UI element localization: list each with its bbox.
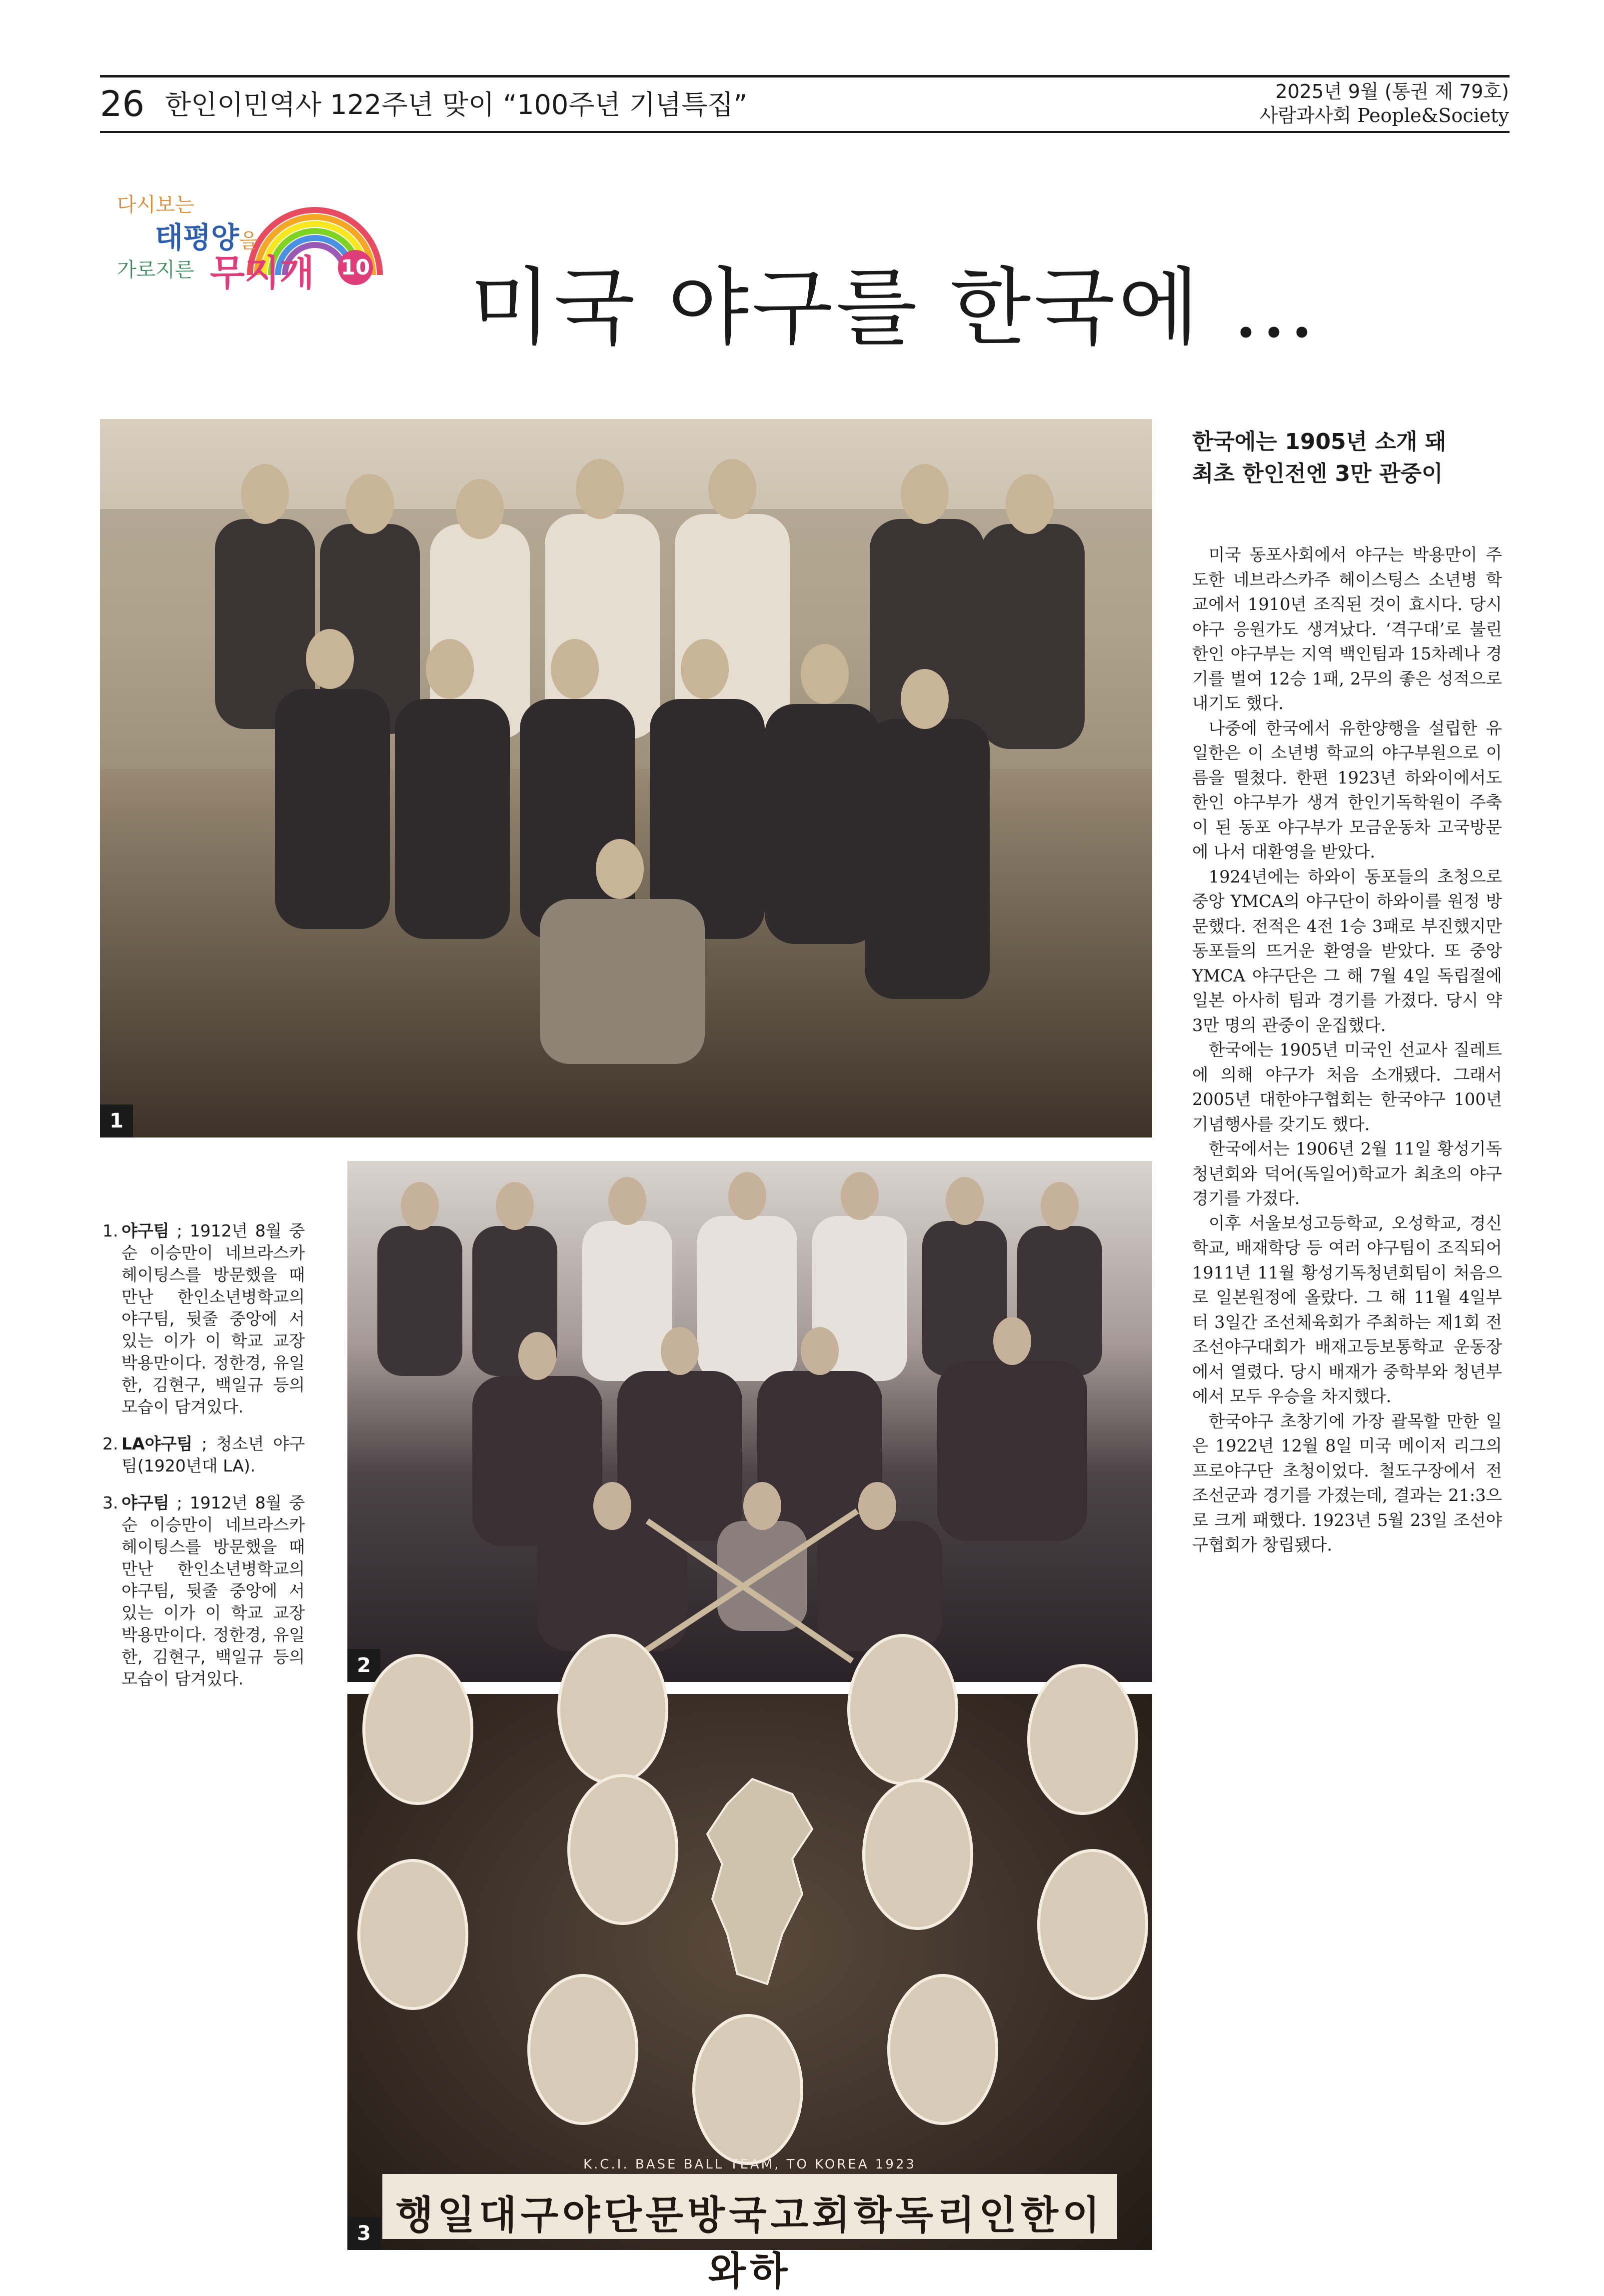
caption-text: ; 1912년 8월 중순 이승만이 네브라스카 헤이팅스를 방문했을 때 만난 한인소년병학교의 야구팀, 뒷줄 중앙에 서 있는 이가 이 학교 교장 박용만이다. 정한경, 유일한, 김현구, 백일규 등의 모습이 담겨있다. <box>121 1493 305 1688</box>
publication-name <box>1260 104 1509 127</box>
caption-body <box>121 1492 305 1690</box>
series-logo <box>110 180 390 315</box>
publication-name-ko: 사람과사회 <box>1259 104 1352 126</box>
player-portrait <box>362 1654 473 1805</box>
logo-rainbow-word: 무지개 <box>210 252 314 294</box>
logo-line1: 다시보는 <box>117 194 194 216</box>
article-paragraph: 한국야구 초창기에 가장 괄목할 만한 일은 1922년 12월 8일 미국 메이저 리그의 프로야구단 초청이었다. 철도구장에서 전조선군과 경기를 가졌는데, 결과는 21:3으로 크게 패했다. 1923년 5월 23일 조선야구협회가 창립됐다. <box>1192 1411 1502 1554</box>
caption-number: 2. <box>102 1434 118 1454</box>
photo-1-baseball-team <box>100 419 1152 1138</box>
caption-text: ; 1912년 8월 중순 이승만이 네브라스카 헤이팅스를 방문했을 때 만난 한인소년병학교의 야구팀, 뒷줄 중앙에 서 있는 이가 이 학교 교장 박용만이다. 정한경, 유일한, 김현구, 백일규 등의 모습이 담겨있다. <box>121 1221 305 1416</box>
photo-1-number: 1 <box>100 1104 133 1138</box>
headline: 미국 야구를 한국에 … <box>470 258 1319 356</box>
collage-banner <box>382 2157 1117 2294</box>
header-top-rule <box>100 75 1510 78</box>
caption-body <box>121 1220 305 1418</box>
photo-2-la-team <box>347 1161 1152 1682</box>
player-portrait <box>847 1634 958 1785</box>
player-portrait <box>357 1859 468 2010</box>
article-subhead <box>1192 426 1502 490</box>
article-paragraph: 미국 동포사회에서 야구는 박용만이 주도한 네브라스카주 헤이스팅스 소년병 학교에서 1910년 조직된 것이 효시다. 당시 야구 응원가도 생겨났다. ‘격구대’로 불린 한인 야구부는 지역 백인팀과 15차례나 경기를 벌여 12승 1패, 2무의 좋은 성적으로 내기도 했다. <box>1192 545 1502 713</box>
banner-korean-text: 행일대구야단문방국고회학독리인한이와하 <box>395 2193 1104 2294</box>
player-portrait <box>887 1974 998 2125</box>
article-paragraph: 나중에 한국에서 유한양행을 설립한 유일한은 이 소년병 학교의 야구부원으로 이름을 떨쳤다. 한편 1923년 하와이에서도 한인 야구부가 생겨 한인기독학원이 주축이 된 동포 야구부가 모금운동차 고국방문에 나서 대환영을 받았다. <box>1192 718 1502 862</box>
photo-3-team-collage <box>347 1694 1152 2294</box>
article-paragraph: 1924년에는 하와이 동포들의 초청으로 중앙 YMCA의 야구단이 하와이를 원정 방문했다. 전적은 4전 1승 3패로 부진했지만 동포들의 뜨거운 환영을 받았다. 또 중앙 YMCA 야구단은 그 해 7월 4일 독립절에 일본 아사히 팀과 경기를 가졌다. 당시 약 3만 명의 관중이 운집했다. <box>1192 866 1502 1035</box>
logo-line2-suffix: 을 <box>239 230 258 252</box>
player-portrait <box>1027 1664 1138 1815</box>
header-bottom-rule <box>100 131 1510 133</box>
series-number-badge: 10 <box>338 250 373 285</box>
player-portrait <box>862 1779 973 1930</box>
article-paragraph: 한국에서는 1906년 2월 11일 황성기독청년회와 덕어(독일어)학교가 최초의 야구경기를 가졌다. <box>1192 1139 1502 1208</box>
caption-1 <box>102 1220 305 1418</box>
player-portrait <box>567 1774 678 1925</box>
player-portrait <box>557 1634 668 1785</box>
section-title: 한인이민역사 122주년 맞이 “100주년 기념특집” <box>165 89 748 120</box>
player-portrait <box>527 1974 638 2125</box>
banner-english-text: K.C.I. BASE BALL TEAM, TO KOREA 1923 <box>583 2157 917 2172</box>
photo-2-scene <box>347 1161 1152 1682</box>
page-number: 26 <box>100 84 145 124</box>
subhead-line-2: 최초 한인전엔 3만 관중이 <box>1192 461 1443 486</box>
article-paragraph: 이후 서울보성고등학교, 오성학교, 경신학교, 배재학당 등 여러 야구팀이 조직되어 1911년 11월 황성기독청년회팀이 처음으로 일본원정에 올랐다. 그 해 11월 4일부터 3일간 조선체육회가 주최하는 제1회 전조선야구대회가 배재고등보통학교 운동장에서 열렸다. 당시 배재가 중학부와 청년부에서 모두 우승을 차지했다. <box>1192 1213 1502 1406</box>
caption-number: 1. <box>102 1221 118 1240</box>
article-body <box>1192 542 1502 1558</box>
player-portrait <box>692 2014 803 2165</box>
photo-1-scene <box>100 419 1152 1138</box>
caption-2 <box>102 1433 305 1477</box>
caption-text: ; 청소년 야구팀(1920년대 LA). <box>121 1434 305 1476</box>
caption-label: 야구팀 <box>121 1493 169 1512</box>
photo-captions <box>102 1220 305 1705</box>
photo-2-number: 2 <box>347 1649 380 1682</box>
article-paragraph: 한국에는 1905년 미국인 선교사 질레트에 의해 야구가 처음 소개됐다. 그래서 2005년 대한야구협회는 한국야구 100년 기념행사를 갖기도 했다. <box>1192 1040 1502 1134</box>
caption-body <box>121 1433 305 1477</box>
logo-line3: 가로지른 <box>117 258 194 282</box>
caption-label: 야구팀 <box>121 1221 169 1240</box>
korea-map-icon <box>692 1774 822 1994</box>
logo-line2-main: 태평양 <box>155 220 239 254</box>
photo-3-number: 3 <box>347 2217 380 2250</box>
publication-name-en: People&Society <box>1357 104 1509 126</box>
player-portrait <box>1037 1849 1148 2000</box>
caption-3 <box>102 1492 305 1690</box>
subhead-line-1: 한국에는 1905년 소개 돼 <box>1192 429 1447 454</box>
caption-number: 3. <box>102 1493 118 1512</box>
issue-info: 2025년 9월 (통권 제 79호) <box>1275 80 1509 102</box>
caption-label: LA야구팀 <box>121 1434 193 1454</box>
